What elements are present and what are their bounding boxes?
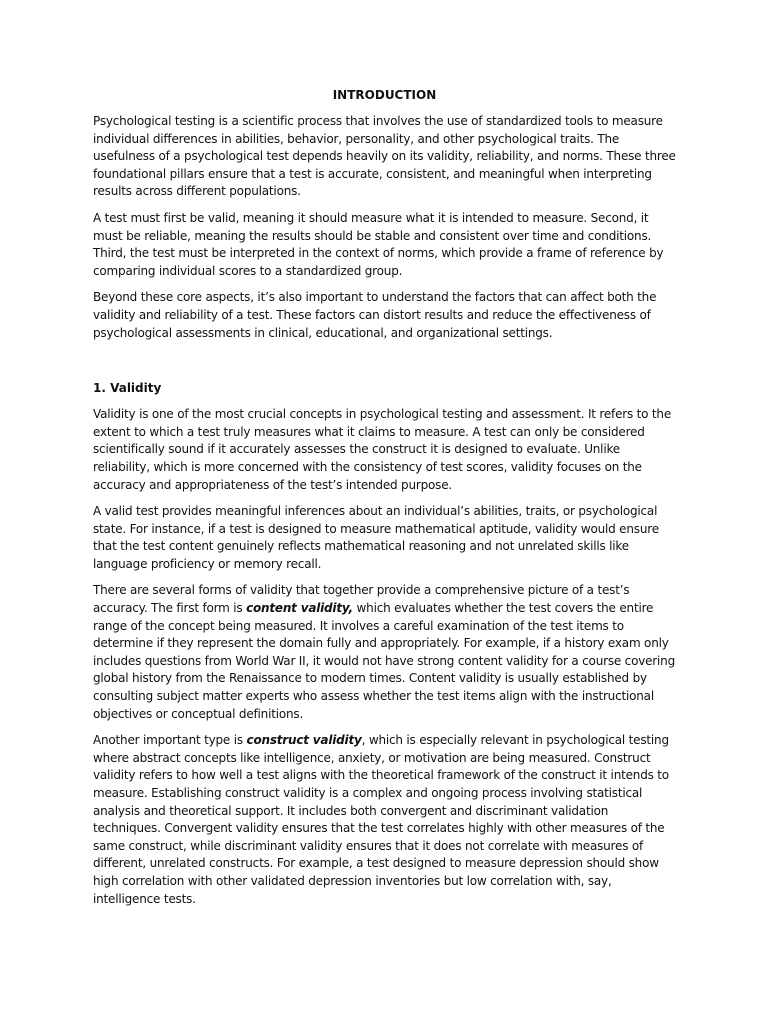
validity-paragraph-3 (93, 582, 676, 723)
term-content-validity: content validity, (246, 601, 353, 616)
text-run: which evaluates whether the test covers the entire range of the concept being measured. It involves a careful examination of the test items to determine if they represent the domain fully and appropriately. For example, if a history exam only includes questions from World War II, it would not have strong content validity for a course covering global history from the Renaissance to modern times. Content validity is usually established by consulting subject matter experts who assess whether the test items align with the instructional objectives or conceptual definitions. (93, 601, 675, 721)
text-run: There are several forms of validity that together provide a comprehensive picture of a test’s accuracy. The first form is (93, 583, 630, 616)
validity-paragraph-2: A valid test provides meaningful inferences about an individual’s abilities, traits, or psychological state. For instance, if a test is designed to measure mathematical aptitude, validity would ensure that the test content genuinely reflects mathematical reasoning and not unrelated skills like language proficiency or memory recall. (93, 504, 659, 571)
intro-paragraph-3: Beyond these core aspects, it’s also important to understand the factors that can affect both the validity and reliability of a test. These factors can distort results and reduce the effectiveness of psychological assessments in clinical, educational, and organizational settings. (93, 290, 657, 340)
validity-paragraph-1: Validity is one of the most crucial concepts in psychological testing and assessment. It refers to the extent to which a test truly measures what it claims to measure. A test can only be considered scientifically sound if it accurately assesses the construct it is designed to evaluate. Unlike reliability, which is more concerned with the consistency of test scores, validity focuses on the accuracy and appropriateness of the test’s intended purpose. (93, 407, 672, 492)
intro-paragraph-1: Psychological testing is a scientific process that involves the use of standardized tools to measure individual differences in abilities, behavior, personality, and other psychological traits. The usefulness of a psychological test depends heavily on its validity, reliability, and norms. These three foundational pillars ensure that a test is accurate, consistent, and meaningful when interpreting results across different populations. (93, 114, 676, 199)
text-run: , which is especially relevant in psychological testing where abstract concepts like intelligence, anxiety, or motivation are being measured. Construct validity refers to how well a test aligns with the theoretical framework of the construct it intends to measure. Establishing construct validity is a complex and ongoing process involving statistical analysis and theoretical support. It includes both convergent and discriminant validation techniques. Convergent validity ensures that the test correlates highly with other measures of the same construct, while discriminant validity ensures that it does not correlate with measures of different, unrelated constructs. For example, a test designed to measure depression should show high correlation with other validated depression inventories but low correlation with, say, intelligence tests. (93, 733, 669, 906)
section-title-validity: 1. Validity (93, 381, 162, 396)
intro-paragraph-2: A test must first be valid, meaning it should measure what it is intended to measure. Second, it must be reliable, meaning the results should be stable and consistent over time and conditions. Third, the test must be interpreted in the context of norms, which provide a frame of reference by comparing individual scores to a standardized group. (93, 210, 664, 278)
validity-paragraph-4 (93, 732, 676, 908)
text-run: Another important type is (93, 733, 247, 748)
document-page (93, 87, 676, 917)
term-construct-validity: construct validity (246, 733, 362, 748)
document-heading: INTRODUCTION (332, 88, 437, 102)
